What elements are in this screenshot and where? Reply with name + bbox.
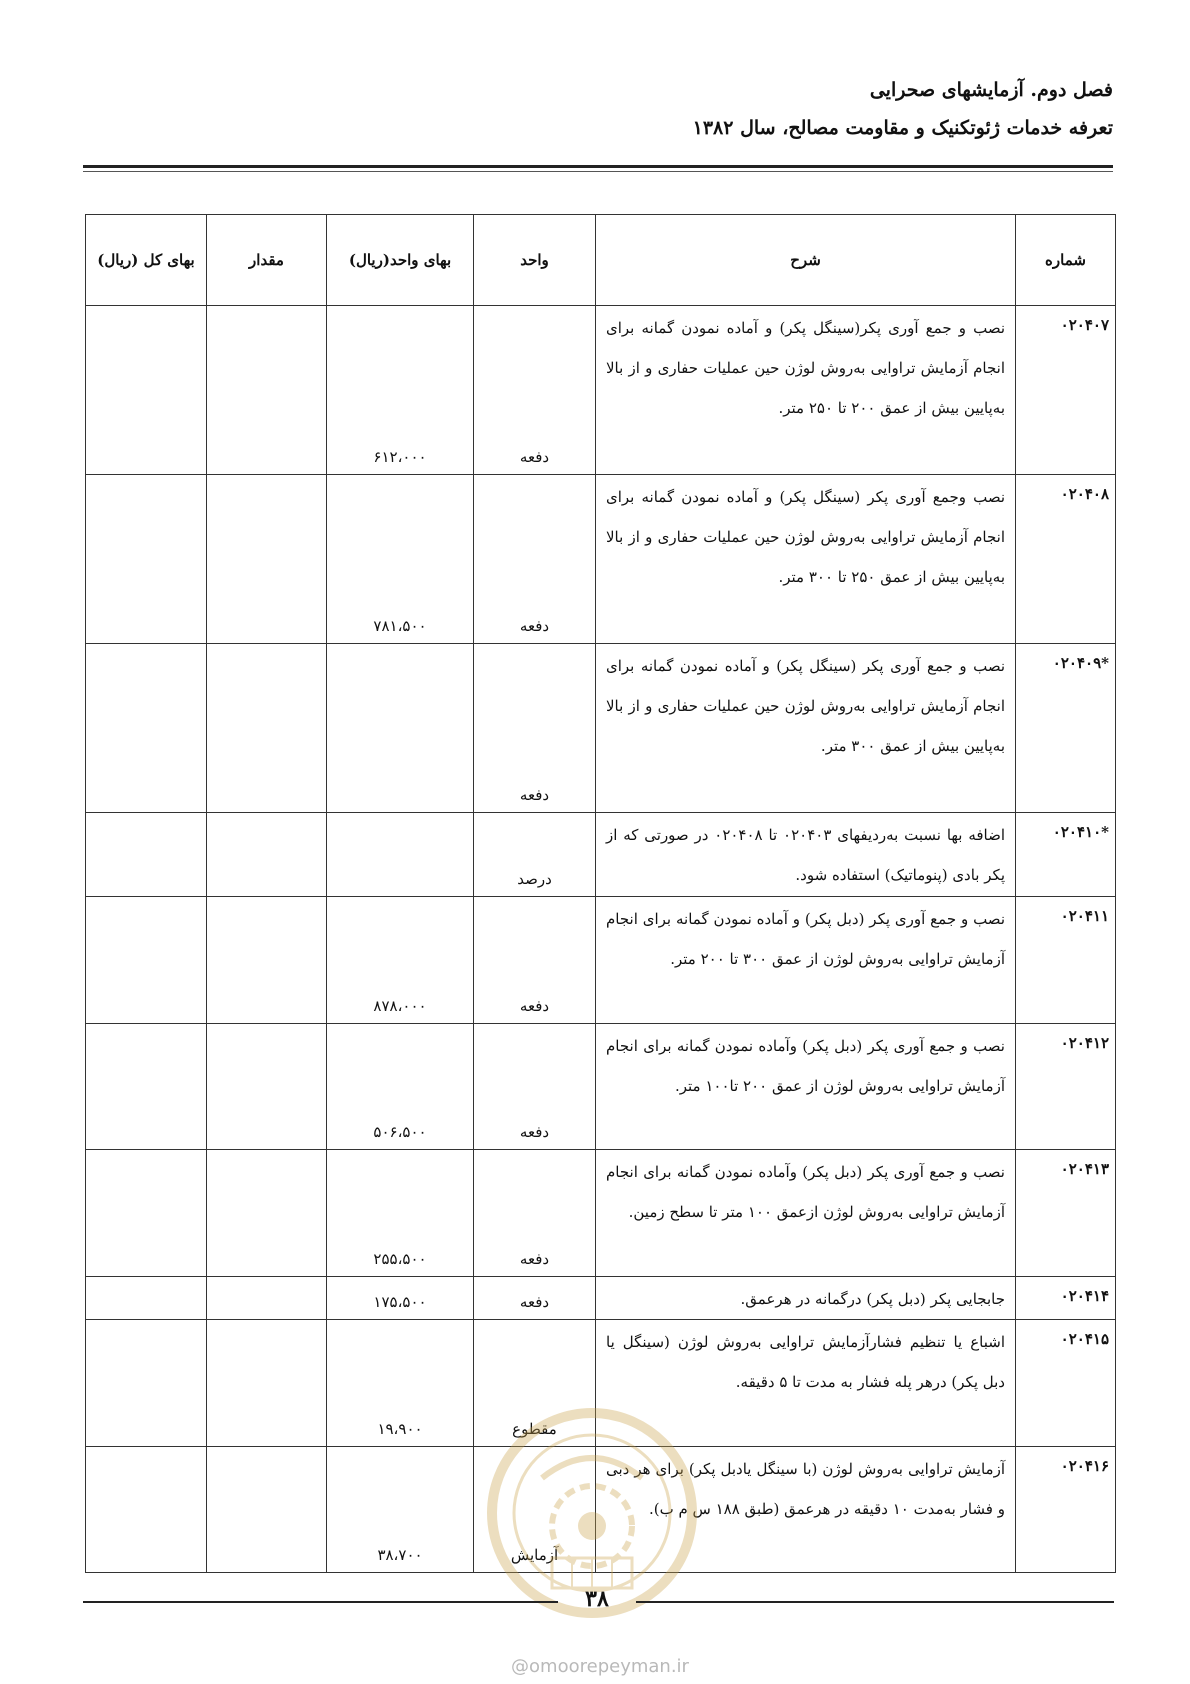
- row-description: اشباع یا تنظیم فشارآزمایش تراوایی به‌روش لوژن (سینگل یا دبل پکر) درهر پله فشار به مدت تا ۵ دقیقه.: [596, 1320, 1016, 1447]
- row-unit: دفعه: [474, 644, 596, 813]
- row-total: [86, 813, 207, 897]
- row-description: نصب و جمع آوری پکر (دبل پکر) وآماده نمودن گمانه برای انجام آزمایش تراوایی به‌روش لوژن ازعمق ۱۰۰ متر تا سطح زمین.: [596, 1150, 1016, 1277]
- row-code: ۰۲۰۴۱۱: [1016, 897, 1116, 1024]
- table-row: [86, 1447, 1116, 1573]
- page-header: [77, 70, 1113, 146]
- column-header-quantity: مقدار: [207, 215, 327, 306]
- row-total: [86, 475, 207, 644]
- row-description: اضافه بها نسبت به‌ردیفهای ۰۲۰۴۰۳ تا ۰۲۰۴۰۸ در صورتی که از پکر بادی (پنوماتیک) استفاده شود.: [596, 813, 1016, 897]
- row-quantity: [207, 475, 327, 644]
- table-row: [86, 813, 1116, 897]
- row-total: [86, 1320, 207, 1447]
- row-description: نصب و جمع آوری پکر(سینگل پکر) و آماده نمودن گمانه برای انجام آزمایش تراوایی به‌روش لوژن حین عملیات حفاری و از بالا به‌پایین بیش از عمق ۲۰۰ تا ۲۵۰ متر.: [596, 306, 1016, 475]
- row-unit: مقطوع: [474, 1320, 596, 1447]
- row-code: ۰۲۰۴۰۸: [1016, 475, 1116, 644]
- table-row: [86, 1024, 1116, 1150]
- row-total: [86, 897, 207, 1024]
- row-unit: دفعه: [474, 897, 596, 1024]
- row-quantity: [207, 1024, 327, 1150]
- row-description: نصب و جمع آوری پکر (دبل پکر) و آماده نمودن گمانه برای انجام آزمایش تراوایی به‌روش لوژن از عمق ۳۰۰ تا ۲۰۰ متر.: [596, 897, 1016, 1024]
- row-quantity: [207, 1320, 327, 1447]
- row-total: [86, 1150, 207, 1277]
- row-unit: دفعه: [474, 1277, 596, 1320]
- header-rule-thin: [83, 171, 1113, 172]
- row-total: [86, 1277, 207, 1320]
- row-unit: دفعه: [474, 1150, 596, 1277]
- row-quantity: [207, 306, 327, 475]
- row-description: جابجایی پکر (دبل پکر) درگمانه در هرعمق.: [596, 1277, 1016, 1320]
- row-quantity: [207, 644, 327, 813]
- table-row: [86, 1277, 1116, 1320]
- table-row: [86, 306, 1116, 475]
- row-code: ۰۲۰۴۱۴: [1016, 1277, 1116, 1320]
- row-description: آزمایش تراوایی به‌روش لوژن (با سینگل یادبل پکر) برای هر دبی و فشار به‌مدت ۱۰ دقیقه در هرعمق (طبق ۱۸۸ س م ب).: [596, 1447, 1016, 1573]
- column-header-unit: واحد: [474, 215, 596, 306]
- column-header-code: شماره: [1016, 215, 1116, 306]
- row-unit-price: ۵۰۶،۵۰۰: [327, 1024, 474, 1150]
- column-header-total: بهای کل (ریال): [86, 215, 207, 306]
- document-subtitle: تعرفه خدمات ژئوتکنیک و مقاومت مصالح، سال ۱۳۸۲: [692, 117, 1113, 139]
- row-code: ۰۲۰۴۱۵: [1016, 1320, 1116, 1447]
- row-total: [86, 306, 207, 475]
- table-row: [86, 644, 1116, 813]
- watermark-url: @omoorepeyman.ir: [511, 1656, 689, 1677]
- row-unit-price: [327, 813, 474, 897]
- row-unit: دفعه: [474, 306, 596, 475]
- row-code: ۰۲۰۴۱۳: [1016, 1150, 1116, 1277]
- footer-rule-right: [636, 1601, 1114, 1603]
- row-unit-price: ۲۵۵،۵۰۰: [327, 1150, 474, 1277]
- row-code: ۰۲۰۴۰۷: [1016, 306, 1116, 475]
- row-unit: دفعه: [474, 475, 596, 644]
- column-header-unit-price: بهای واحد(ریال): [327, 215, 474, 306]
- row-code: *۰۲۰۴۰۹: [1016, 644, 1116, 813]
- row-unit: آزمایش: [474, 1447, 596, 1573]
- tariff-table: [85, 214, 1116, 1573]
- page-number: ۳۸: [585, 1586, 609, 1612]
- row-description: نصب وجمع آوری پکر (سینگل پکر) و آماده نمودن گمانه برای انجام آزمایش تراوایی به‌روش لوژن حین عملیات حفاری و از بالا به‌پایین بیش از عمق ۲۵۰ تا ۳۰۰ متر.: [596, 475, 1016, 644]
- row-unit-price: ۱۹،۹۰۰: [327, 1320, 474, 1447]
- table-row: [86, 1150, 1116, 1277]
- row-total: [86, 644, 207, 813]
- row-unit-price: ۶۱۲،۰۰۰: [327, 306, 474, 475]
- row-unit-price: [327, 644, 474, 813]
- column-header-description: شرح: [596, 215, 1016, 306]
- row-unit-price: ۸۷۸،۰۰۰: [327, 897, 474, 1024]
- row-quantity: [207, 813, 327, 897]
- header-rule-thick: [83, 165, 1113, 168]
- row-code: ۰۲۰۴۱۶: [1016, 1447, 1116, 1573]
- table-header-row: [86, 215, 1116, 306]
- row-unit-price: ۳۸،۷۰۰: [327, 1447, 474, 1573]
- row-unit-price: ۷۸۱،۵۰۰: [327, 475, 474, 644]
- row-quantity: [207, 1150, 327, 1277]
- table-row: [86, 1320, 1116, 1447]
- row-unit: درصد: [474, 813, 596, 897]
- row-quantity: [207, 1447, 327, 1573]
- row-description: نصب و جمع آوری پکر (دبل پکر) وآماده نمودن گمانه برای انجام آزمایش تراوایی به‌روش لوژن از عمق ۲۰۰ تا۱۰۰ متر.: [596, 1024, 1016, 1150]
- row-code: *۰۲۰۴۱۰: [1016, 813, 1116, 897]
- chapter-title: فصل دوم. آزمایشهای صحرایی: [869, 79, 1113, 101]
- row-quantity: [207, 1277, 327, 1320]
- row-unit-price: ۱۷۵،۵۰۰: [327, 1277, 474, 1320]
- footer-rule-left: [83, 1601, 558, 1603]
- row-total: [86, 1447, 207, 1573]
- row-code: ۰۲۰۴۱۲: [1016, 1024, 1116, 1150]
- row-total: [86, 1024, 207, 1150]
- row-quantity: [207, 897, 327, 1024]
- row-description: نصب و جمع آوری پکر (سینگل پکر) و آماده نمودن گمانه برای انجام آزمایش تراوایی به‌روش لوژن حین عملیات حفاری و از بالا به‌پایین بیش از عمق ۳۰۰ متر.: [596, 644, 1016, 813]
- table-row: [86, 897, 1116, 1024]
- row-unit: دفعه: [474, 1024, 596, 1150]
- table-row: [86, 475, 1116, 644]
